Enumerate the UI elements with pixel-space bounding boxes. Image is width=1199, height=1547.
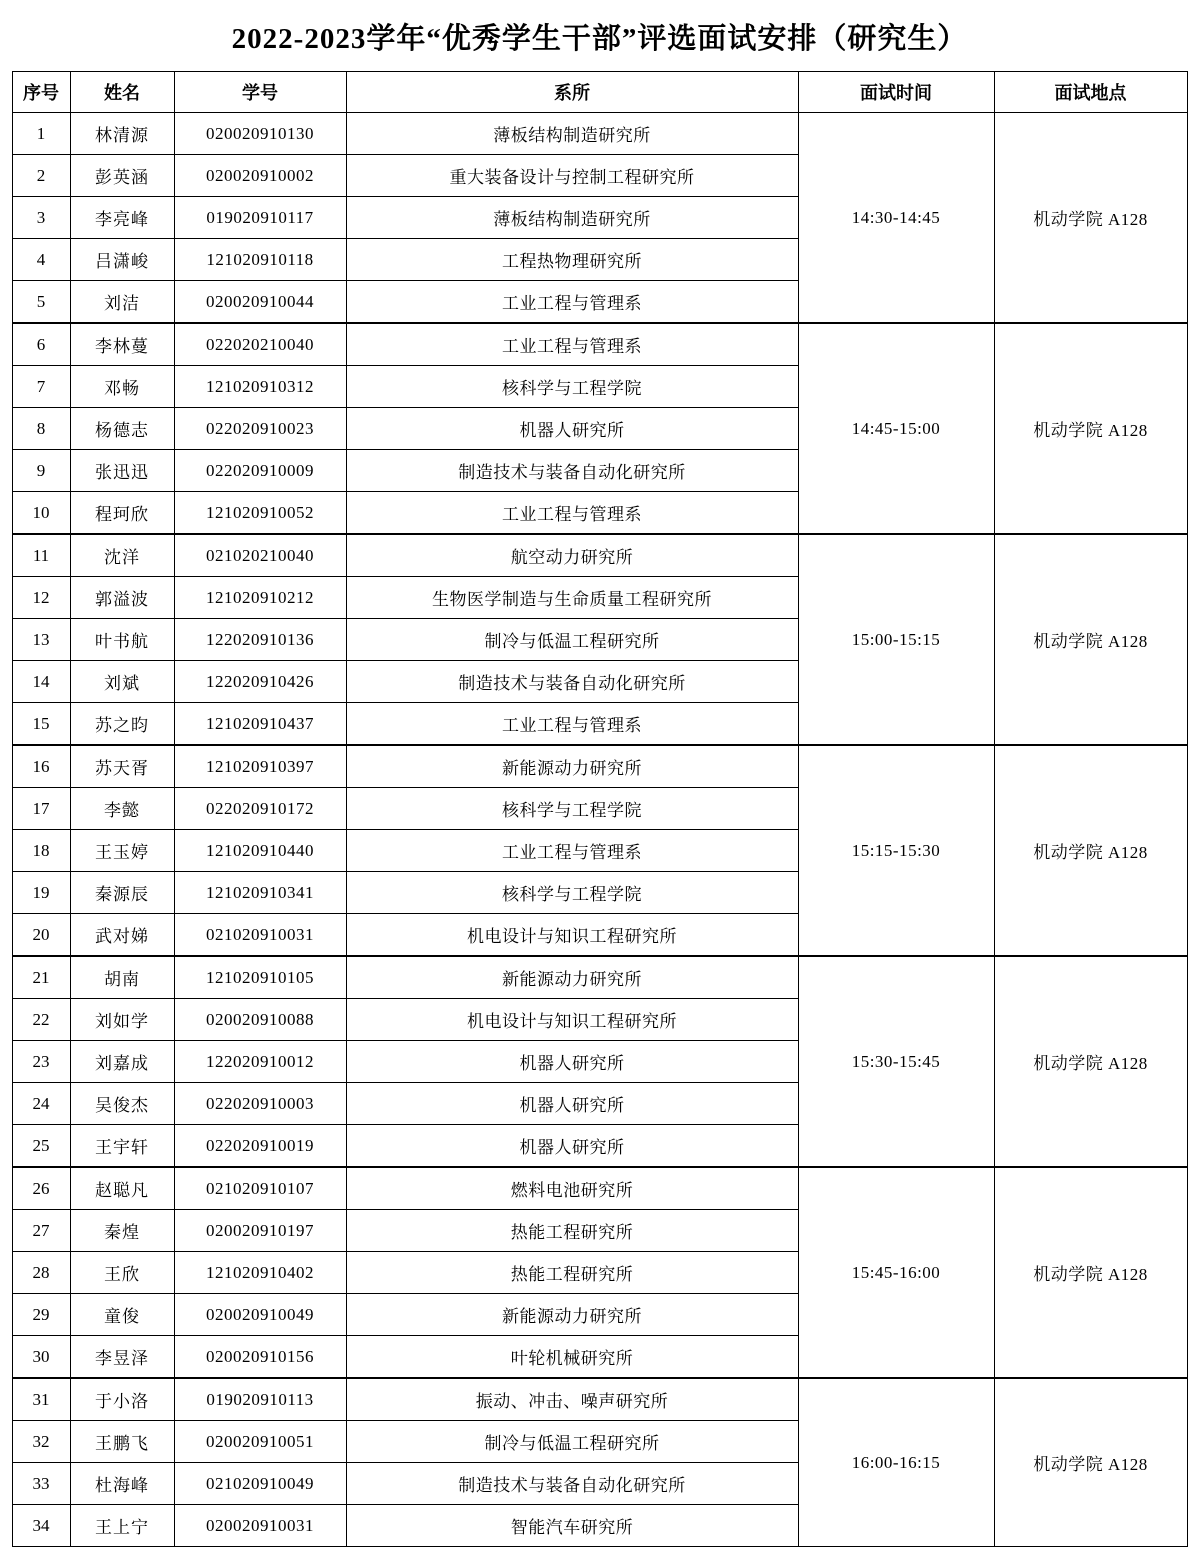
table-row (12, 956, 1187, 999)
cell-interview-place: 机动学院 A128 (994, 534, 1187, 745)
table-row (12, 1167, 1187, 1210)
cell-department: 重大装备设计与控制工程研究所 (346, 155, 798, 197)
cell-department: 制造技术与装备自动化研究所 (346, 450, 798, 492)
cell-department: 机器人研究所 (346, 408, 798, 450)
cell-index: 15 (12, 703, 70, 746)
cell-index: 4 (12, 239, 70, 281)
cell-department: 工业工程与管理系 (346, 492, 798, 535)
cell-name: 吴俊杰 (70, 1083, 174, 1125)
cell-name: 杜海峰 (70, 1463, 174, 1505)
cell-department: 机器人研究所 (346, 1125, 798, 1168)
cell-name: 于小洛 (70, 1378, 174, 1421)
cell-index: 17 (12, 788, 70, 830)
cell-name: 李懿 (70, 788, 174, 830)
cell-index: 11 (12, 534, 70, 577)
cell-department: 工程热物理研究所 (346, 239, 798, 281)
cell-department: 薄板结构制造研究所 (346, 113, 798, 155)
cell-student-id: 022020210040 (174, 323, 346, 366)
cell-interview-place: 机动学院 A128 (994, 113, 1187, 324)
cell-student-id: 022020910019 (174, 1125, 346, 1168)
cell-name: 秦源辰 (70, 872, 174, 914)
cell-department: 生物医学制造与生命质量工程研究所 (346, 577, 798, 619)
cell-student-id: 022020910003 (174, 1083, 346, 1125)
cell-student-id: 121020910312 (174, 366, 346, 408)
cell-index: 22 (12, 999, 70, 1041)
cell-index: 21 (12, 956, 70, 999)
cell-index: 25 (12, 1125, 70, 1168)
cell-index: 1 (12, 113, 70, 155)
cell-student-id: 020020910044 (174, 281, 346, 324)
column-header-department: 系所 (346, 72, 798, 113)
cell-index: 33 (12, 1463, 70, 1505)
cell-department: 制造技术与装备自动化研究所 (346, 661, 798, 703)
cell-department: 工业工程与管理系 (346, 281, 798, 324)
cell-interview-place: 机动学院 A128 (994, 745, 1187, 956)
cell-student-id: 121020910212 (174, 577, 346, 619)
cell-name: 杨德志 (70, 408, 174, 450)
cell-student-id: 121020910105 (174, 956, 346, 999)
column-header-time: 面试时间 (798, 72, 994, 113)
table-row (12, 323, 1187, 366)
cell-index: 16 (12, 745, 70, 788)
cell-student-id: 020020910049 (174, 1294, 346, 1336)
cell-student-id: 021020910107 (174, 1167, 346, 1210)
cell-department: 叶轮机械研究所 (346, 1336, 798, 1379)
table-row (12, 113, 1187, 155)
cell-student-id: 020020910002 (174, 155, 346, 197)
cell-name: 王玉婷 (70, 830, 174, 872)
cell-student-id: 122020910012 (174, 1041, 346, 1083)
cell-name: 刘如学 (70, 999, 174, 1041)
cell-student-id: 021020910049 (174, 1463, 346, 1505)
cell-name: 张迅迅 (70, 450, 174, 492)
cell-index: 2 (12, 155, 70, 197)
cell-index: 13 (12, 619, 70, 661)
cell-name: 邓畅 (70, 366, 174, 408)
table-row (12, 534, 1187, 577)
cell-department: 工业工程与管理系 (346, 323, 798, 366)
cell-index: 26 (12, 1167, 70, 1210)
table-header-row (12, 72, 1187, 113)
cell-interview-place: 机动学院 A128 (994, 1378, 1187, 1547)
cell-interview-place: 机动学院 A128 (994, 1167, 1187, 1378)
cell-department: 航空动力研究所 (346, 534, 798, 577)
cell-name: 吕潇峻 (70, 239, 174, 281)
cell-department: 新能源动力研究所 (346, 956, 798, 999)
cell-index: 9 (12, 450, 70, 492)
cell-department: 燃料电池研究所 (346, 1167, 798, 1210)
cell-name: 沈洋 (70, 534, 174, 577)
cell-student-id: 121020910341 (174, 872, 346, 914)
cell-name: 童俊 (70, 1294, 174, 1336)
cell-index: 27 (12, 1210, 70, 1252)
cell-index: 20 (12, 914, 70, 957)
cell-department: 薄板结构制造研究所 (346, 197, 798, 239)
cell-index: 7 (12, 366, 70, 408)
cell-index: 18 (12, 830, 70, 872)
cell-index: 29 (12, 1294, 70, 1336)
cell-index: 34 (12, 1505, 70, 1547)
cell-department: 机器人研究所 (346, 1041, 798, 1083)
cell-index: 19 (12, 872, 70, 914)
cell-name: 刘斌 (70, 661, 174, 703)
cell-student-id: 121020910437 (174, 703, 346, 746)
cell-index: 14 (12, 661, 70, 703)
cell-student-id: 121020910397 (174, 745, 346, 788)
cell-name: 王上宁 (70, 1505, 174, 1547)
cell-student-id: 121020910402 (174, 1252, 346, 1294)
cell-department: 机电设计与知识工程研究所 (346, 914, 798, 957)
cell-name: 李亮峰 (70, 197, 174, 239)
cell-interview-place: 机动学院 A128 (994, 956, 1187, 1167)
cell-interview-time: 15:30-15:45 (798, 956, 994, 1167)
cell-index: 24 (12, 1083, 70, 1125)
column-header-place: 面试地点 (994, 72, 1187, 113)
column-header-name: 姓名 (70, 72, 174, 113)
cell-index: 10 (12, 492, 70, 535)
cell-department: 核科学与工程学院 (346, 788, 798, 830)
page-title: 2022-2023学年“优秀学生干部”评选面试安排（研究生） (231, 23, 968, 55)
cell-index: 31 (12, 1378, 70, 1421)
cell-name: 彭英涵 (70, 155, 174, 197)
cell-name: 秦煌 (70, 1210, 174, 1252)
cell-department: 新能源动力研究所 (346, 745, 798, 788)
table-row (12, 745, 1187, 788)
cell-student-id: 121020910052 (174, 492, 346, 535)
cell-department: 制冷与低温工程研究所 (346, 1421, 798, 1463)
cell-name: 李林蔓 (70, 323, 174, 366)
cell-department: 新能源动力研究所 (346, 1294, 798, 1336)
cell-index: 12 (12, 577, 70, 619)
cell-index: 6 (12, 323, 70, 366)
cell-student-id: 020020910130 (174, 113, 346, 155)
cell-student-id: 020020910088 (174, 999, 346, 1041)
cell-department: 核科学与工程学院 (346, 872, 798, 914)
cell-name: 刘嘉成 (70, 1041, 174, 1083)
table-body (12, 113, 1187, 1547)
cell-name: 苏天胥 (70, 745, 174, 788)
cell-student-id: 121020910118 (174, 239, 346, 281)
cell-index: 5 (12, 281, 70, 324)
cell-name: 郭溢波 (70, 577, 174, 619)
cell-student-id: 019020910113 (174, 1378, 346, 1421)
cell-student-id: 020020910156 (174, 1336, 346, 1379)
cell-student-id: 021020210040 (174, 534, 346, 577)
cell-name: 苏之昀 (70, 703, 174, 746)
cell-department: 振动、冲击、噪声研究所 (346, 1378, 798, 1421)
cell-department: 机器人研究所 (346, 1083, 798, 1125)
cell-department: 热能工程研究所 (346, 1210, 798, 1252)
cell-name: 李昱泽 (70, 1336, 174, 1379)
cell-interview-time: 16:00-16:15 (798, 1378, 994, 1547)
cell-department: 工业工程与管理系 (346, 703, 798, 746)
cell-name: 林清源 (70, 113, 174, 155)
cell-student-id: 022020910009 (174, 450, 346, 492)
cell-student-id: 121020910440 (174, 830, 346, 872)
table-row (12, 1378, 1187, 1421)
cell-interview-time: 15:00-15:15 (798, 534, 994, 745)
cell-name: 武对娣 (70, 914, 174, 957)
cell-interview-time: 15:45-16:00 (798, 1167, 994, 1378)
cell-student-id: 020020910197 (174, 1210, 346, 1252)
cell-index: 30 (12, 1336, 70, 1379)
cell-index: 3 (12, 197, 70, 239)
cell-department: 核科学与工程学院 (346, 366, 798, 408)
cell-student-id: 022020910172 (174, 788, 346, 830)
cell-index: 32 (12, 1421, 70, 1463)
cell-student-id: 122020910426 (174, 661, 346, 703)
column-header-index: 序号 (12, 72, 70, 113)
cell-index: 23 (12, 1041, 70, 1083)
cell-interview-time: 14:30-14:45 (798, 113, 994, 324)
cell-name: 王鹏飞 (70, 1421, 174, 1463)
cell-name: 王宇轩 (70, 1125, 174, 1168)
cell-department: 工业工程与管理系 (346, 830, 798, 872)
cell-name: 赵聪凡 (70, 1167, 174, 1210)
cell-student-id: 020020910031 (174, 1505, 346, 1547)
cell-student-id: 122020910136 (174, 619, 346, 661)
cell-student-id: 020020910051 (174, 1421, 346, 1463)
cell-department: 智能汽车研究所 (346, 1505, 798, 1547)
cell-interview-time: 14:45-15:00 (798, 323, 994, 534)
cell-index: 28 (12, 1252, 70, 1294)
cell-student-id: 022020910023 (174, 408, 346, 450)
cell-interview-time: 15:15-15:30 (798, 745, 994, 956)
cell-interview-place: 机动学院 A128 (994, 323, 1187, 534)
cell-department: 制造技术与装备自动化研究所 (346, 1463, 798, 1505)
cell-department: 制冷与低温工程研究所 (346, 619, 798, 661)
cell-name: 叶书航 (70, 619, 174, 661)
cell-name: 刘洁 (70, 281, 174, 324)
interview-schedule-table (12, 71, 1188, 1547)
cell-name: 王欣 (70, 1252, 174, 1294)
cell-name: 胡南 (70, 956, 174, 999)
cell-index: 8 (12, 408, 70, 450)
cell-department: 热能工程研究所 (346, 1252, 798, 1294)
cell-student-id: 021020910031 (174, 914, 346, 957)
cell-name: 程珂欣 (70, 492, 174, 535)
column-header-student-id: 学号 (174, 72, 346, 113)
cell-student-id: 019020910117 (174, 197, 346, 239)
cell-department: 机电设计与知识工程研究所 (346, 999, 798, 1041)
